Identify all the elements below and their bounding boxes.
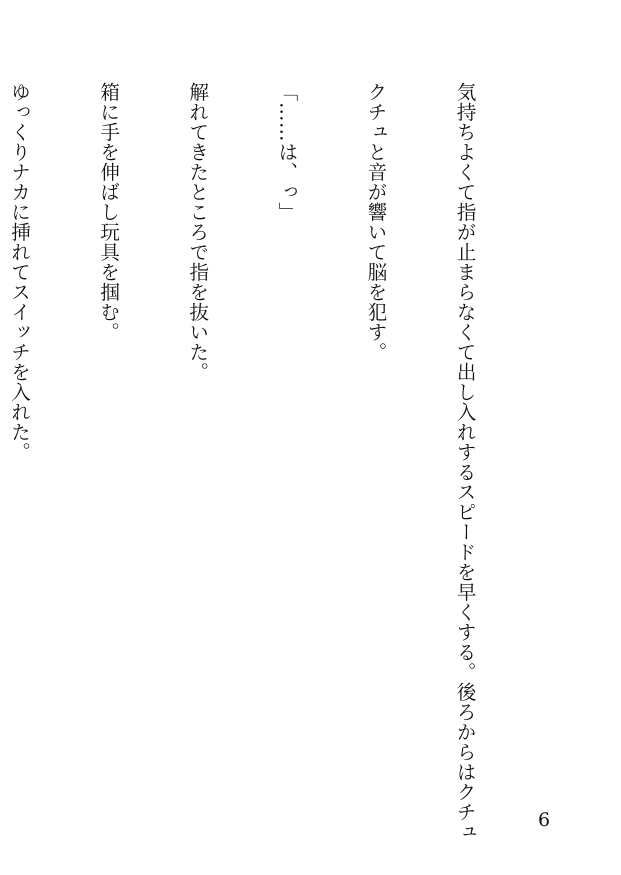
page-number: 6 (538, 809, 551, 831)
text-line: ゆっくりナカに挿れてスイッチを入れた。 (8, 82, 32, 462)
text-line: クチュと音が響いて脳を犯す。 (364, 82, 388, 362)
text-line: 箱に手を伸ばし玩具を掴む。 (97, 82, 121, 342)
vertical-body-text (0, 82, 539, 842)
text-line: 解れてきたところで指を抜いた。 (186, 82, 210, 382)
text-line: 「……は、っ」 (275, 82, 299, 222)
text-line: 気持ちよくて指が止まらなくて出し入れするスピードを早くする。後ろからはクチュ (453, 82, 477, 842)
